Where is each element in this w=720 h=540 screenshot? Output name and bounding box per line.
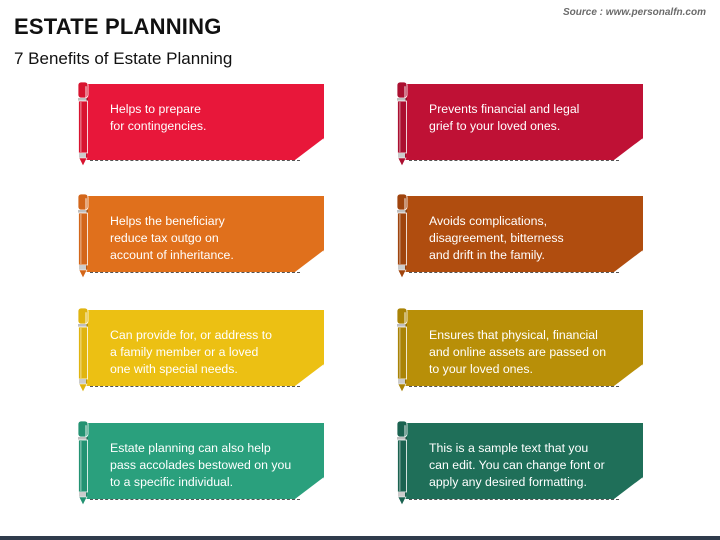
footer-bar [0, 536, 720, 540]
benefit-card-2 [395, 82, 645, 164]
benefit-text: Avoids complications, disagreement, bitterness and drift in the family. [429, 214, 564, 262]
pen-icon [395, 194, 409, 278]
benefit-text: This is a sample text that you can edit. You can change font or apply any desired formatting. [429, 441, 605, 489]
pen-icon [76, 82, 90, 166]
dashed-divider [90, 160, 300, 161]
benefit-card-6 [395, 308, 645, 390]
dashed-divider [409, 386, 619, 387]
page-subtitle: 7 Benefits of Estate Planning [14, 49, 233, 68]
benefit-card-1 [76, 82, 326, 164]
benefit-text: Helps the beneficiary reduce tax outgo on account of inheritance. [110, 214, 234, 262]
benefit-card-7 [76, 421, 326, 503]
pen-icon [76, 308, 90, 392]
benefit-text: Ensures that physical, financial and online assets are passed on to your loved ones. [429, 328, 607, 376]
pen-icon [76, 421, 90, 505]
pen-icon [76, 194, 90, 278]
benefit-card-4 [395, 194, 645, 276]
dashed-divider [409, 160, 619, 161]
dashed-divider [409, 499, 619, 500]
dashed-divider [90, 272, 300, 273]
dashed-divider [90, 386, 300, 387]
benefit-card-5 [76, 308, 326, 390]
page-title: ESTATE PLANNING [14, 14, 222, 39]
pen-icon [395, 82, 409, 166]
benefit-card-3 [76, 194, 326, 276]
benefit-text: Can provide for, or address to a family member or a loved one with special needs. [110, 328, 272, 376]
pen-icon [395, 421, 409, 505]
dashed-divider [90, 499, 300, 500]
dashed-divider [409, 272, 619, 273]
pen-icon [395, 308, 409, 392]
benefit-card-8 [395, 421, 645, 503]
benefit-text: Prevents financial and legal grief to your loved ones. [429, 102, 580, 133]
benefit-text: Helps to prepare for contingencies. [110, 102, 207, 133]
source-credit: Source : www.personalfn.com [563, 7, 706, 18]
benefit-text: Estate planning can also help pass accolades bestowed on you to a specific individual. [110, 441, 292, 489]
